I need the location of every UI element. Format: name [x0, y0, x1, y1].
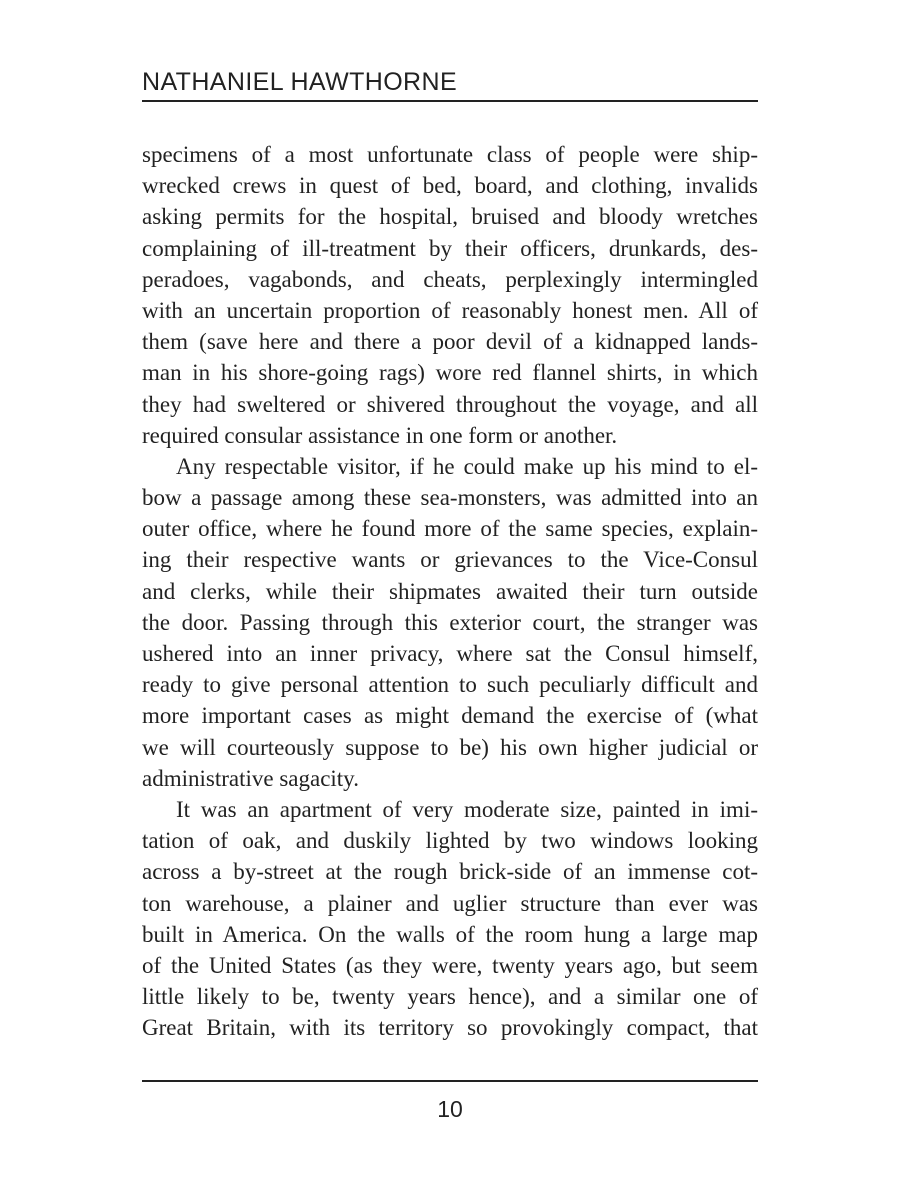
text-line: they had sweltered or shivered throughout the voyage, and all: [142, 391, 758, 417]
text-line: and clerks, while their shipmates awaited their turn outside: [142, 578, 758, 604]
text-line: little likely to be, twenty years hence), and a similar one of: [142, 984, 758, 1010]
text-line: outer office, where he found more of the same species, explain-: [142, 516, 758, 542]
footer-rule: [142, 1080, 758, 1082]
text-line: asking permits for the hospital, bruised and bloody wretches: [142, 204, 758, 230]
text-line: ton warehouse, a plainer and uglier structure than ever was: [142, 890, 758, 916]
text-line: of the United States (as they were, twenty years ago, but seem: [142, 952, 758, 978]
author-name-header: NATHANIEL HAWTHORNE: [142, 68, 458, 96]
text-line: them (save here and there a poor devil of a kidnapped lands-: [142, 329, 758, 355]
running-header: [142, 64, 758, 102]
paragraph-2: [142, 451, 758, 794]
text-line: Great Britain, with its territory so provokingly compact, that: [142, 1015, 758, 1041]
paragraph-1: [142, 139, 758, 451]
text-line: tation of oak, and duskily lighted by two windows looking: [142, 828, 758, 854]
text-line: with an uncertain proportion of reasonably honest men. All of: [142, 297, 758, 323]
text-line: specimens of a most unfortunate class of people were ship-: [142, 142, 758, 167]
text-line: we will courteously suppose to be) his own higher judicial or: [142, 734, 758, 760]
text-line: man in his shore-going rags) wore red flannel shirts, in which: [142, 360, 758, 386]
text-line: It was an apartment of very moderate size, painted in imi-: [176, 796, 758, 822]
paragraph-3: [142, 794, 758, 1044]
text-line: complaining of ill-treatment by their officers, drunkards, des-: [142, 235, 758, 261]
text-line: peradoes, vagabonds, and cheats, perplexingly intermingled: [142, 266, 758, 292]
text-line: administrative sagacity.: [142, 765, 359, 791]
text-line: across a by-street at the rough brick-side of an immense cot-: [142, 859, 758, 885]
text-line: ready to give personal attention to such peculiarly difficult and: [142, 672, 758, 698]
text-line: ushered into an inner privacy, where sat the Consul himself,: [142, 641, 758, 666]
text-line: Any respectable visitor, if he could make up his mind to el-: [176, 453, 758, 479]
text-line: required consular assistance in one form or another.: [142, 422, 618, 448]
text-line: the door. Passing through this exterior court, the stranger was: [142, 609, 758, 635]
body-text: [142, 139, 758, 1059]
text-line: ing their respective wants or grievances to the Vice-Consul: [142, 547, 758, 573]
text-line: more important cases as might demand the exercise of (what: [142, 703, 758, 729]
page-number: 10: [437, 1096, 463, 1122]
text-line: built in America. On the walls of the room hung a large map: [142, 921, 758, 947]
text-line: bow a passage among these sea-monsters, was admitted into an: [142, 485, 758, 511]
text-line: wrecked crews in quest of bed, board, and clothing, invalids: [142, 173, 758, 199]
